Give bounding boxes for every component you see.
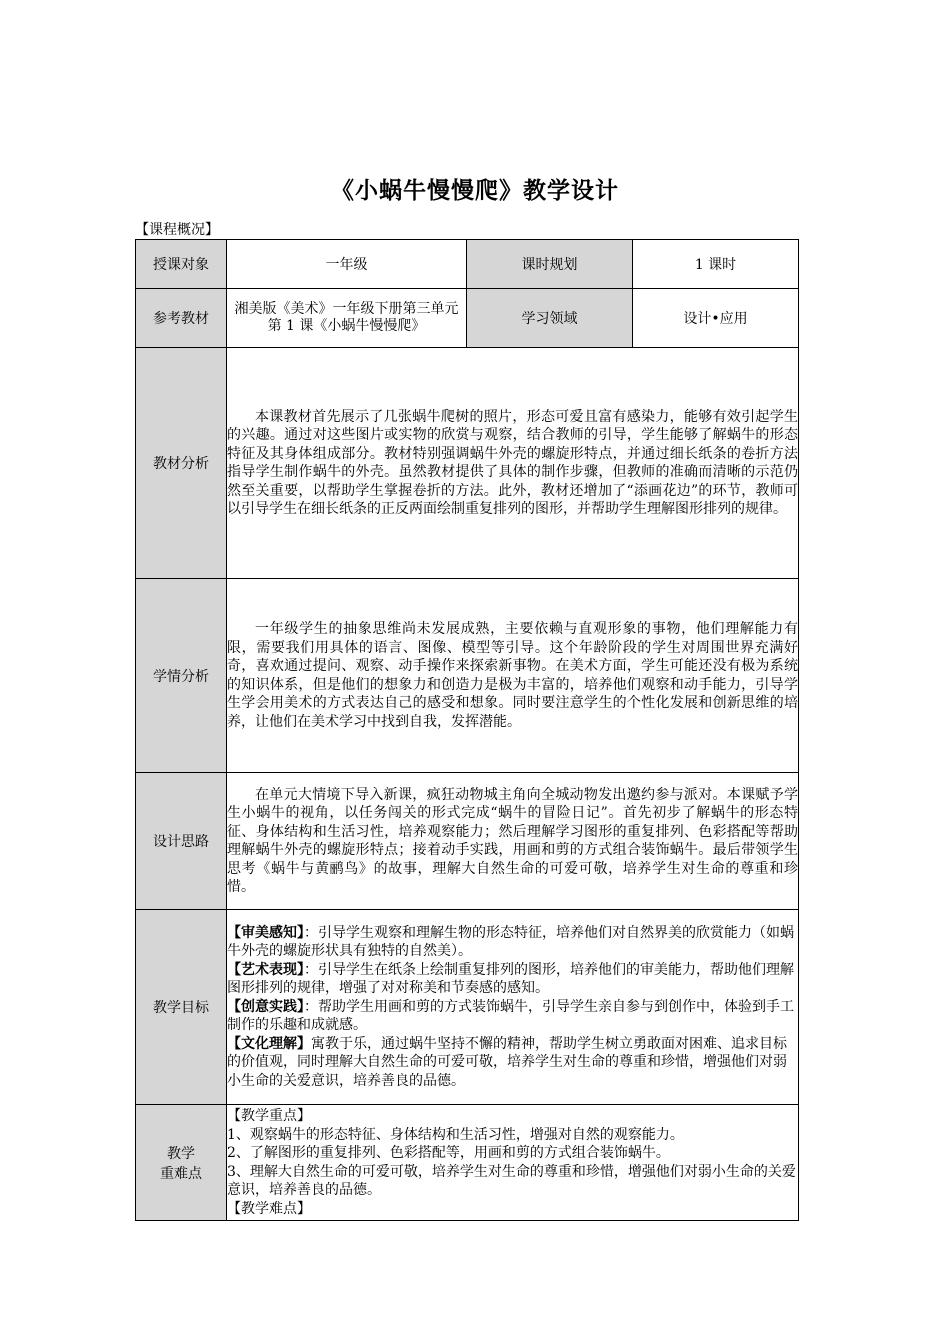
label-key-difficult: 教学 重难点 bbox=[136, 1105, 227, 1221]
value-audience: 一年级 bbox=[227, 240, 467, 289]
key-point-line: 3、理解大自然生命的可爱可敬，培养学生对生命的尊重和珍惜，增强他们对弱小生命的关爱意识，培养善良的品德。 bbox=[227, 1163, 796, 1198]
section-label: 【课程概况】 bbox=[135, 222, 219, 238]
row-material-analysis bbox=[136, 348, 799, 579]
label-period: 课时规划 bbox=[467, 240, 633, 289]
goal-item: 【审美感知】：引导学生观察和理解生物的形态特征，培养他们对自然界美的欣赏能力（如蜗牛外壳的螺旋形状具有独特的自然美）。 bbox=[227, 924, 794, 960]
goal-item: 【创意实践】：帮助学生用画和剪的方式装饰蜗牛，引导学生亲自参与到创作中，体验到手工制作的乐趣和成就感。 bbox=[227, 998, 794, 1034]
text-design-idea: 在单元大情境下导入新课，疯狂动物城主角向全城动物发出邀约参与派对。本课赋予学生小蜗牛的视角，以任务闯关的形式完成“蜗牛的冒险日记”。首先初步了解蜗牛的形态特征、身体结构和生活习性，培养观察能力；然后理解学习图形的重复排列、色彩搭配等帮助理解蜗牛外壳的螺旋形特点；接着动手实践，用画和剪的方式组合装饰蜗牛。最后带领学生思考《蜗牛与黄鹂鸟》的故事，理解大自然生命的可爱可敬，培养学生对生命的尊重和珍惜。 bbox=[227, 786, 798, 895]
course-overview-table bbox=[135, 239, 799, 1221]
value-textbook: 湘美版《美术》一年级下册第三单元第 1 课《小蜗牛慢慢爬》 bbox=[234, 301, 459, 334]
row-teaching-goals bbox=[136, 910, 799, 1105]
label-teaching-goals: 教学目标 bbox=[136, 910, 227, 1105]
label-material-analysis: 教材分析 bbox=[136, 348, 227, 579]
text-student-analysis: 一年级学生的抽象思维尚未发展成熟，主要依赖与直观形象的事物，他们理解能力有限，需要我们用具体的语言、图像、模型等引导。这个年龄阶段的学生对周围世界充满好奇，喜欢通过提问、观察、动手操作来探索新事物。在美术方面，学生可能还没有极为系统的知识体系，但是他们的想象力和创造力是极为丰富的，培养他们观察和动手能力，引导学生学会用美术的方式表达自己的感受和想象。同时要注意学生的个性化发展和创新思维的培养，让他们在美术学习中找到自我，发挥潜能。 bbox=[227, 621, 798, 730]
page-title: 《小蜗牛慢慢爬》教学设计 bbox=[331, 178, 619, 204]
key-point-line: 【教学重点】 bbox=[227, 1108, 311, 1124]
goal-item: 【艺术表现】：引导学生在纸条上绘制重复排列的图形，培养他们的审美能力，帮助他们理解图形排列的规律，增强了对对称美和节奏感的感知。 bbox=[227, 961, 794, 997]
goal-item: 【文化理解】寓教于乐，通过蜗牛坚持不懈的精神，帮助学生树立勇敢面对困难、追求目标的价值观，同时理解大自然生命的可爱可敬，培养学生对生命的尊重和珍惜，增强他们对弱小生命的关爱意识，培养善良的品德。 bbox=[227, 1035, 787, 1089]
key-point-line: 【教学难点】 bbox=[227, 1200, 311, 1217]
key-point-line: 2、了解图形的重复排列、色彩搭配等，用画和剪的方式组合装饰蜗牛。 bbox=[227, 1145, 670, 1161]
row-key-difficult bbox=[136, 1105, 799, 1221]
label-student-analysis: 学情分析 bbox=[136, 579, 227, 773]
row-textbook bbox=[136, 289, 799, 348]
label-textbook: 参考教材 bbox=[136, 289, 227, 348]
value-domain: 设计•应用 bbox=[633, 289, 799, 348]
key-point-line: 1、观察蜗牛的形态特征、身体结构和生活习性，增强对自然的观察能力。 bbox=[227, 1126, 684, 1143]
row-audience bbox=[136, 240, 799, 289]
label-audience: 授课对象 bbox=[136, 240, 227, 289]
row-student-analysis bbox=[136, 579, 799, 773]
text-material-analysis: 本课教材首先展示了几张蜗牛爬树的照片，形态可爱且富有感染力，能够有效引起学生的兴趣。通过对这些图片或实物的欣赏与观察，结合教师的引导，学生能够了解蜗牛的形态特征及其身体组成部分。教材特别强调蜗牛外壳的螺旋形特点，并通过细长纸条的卷折方法指导学生制作蜗牛的外壳。虽然教材提供了具体的制作步骤，但教师的准确而清晰的示范仍然至关重要，以帮助学生掌握卷折的方法。此外，教材还增加了“添画花边”的环节，教师可以引导学生在细长纸条的正反两面绘制重复排列的图形，并帮助学生理解图形排列的规律。 bbox=[227, 408, 798, 517]
label-domain: 学习领域 bbox=[467, 289, 633, 348]
label-design-idea: 设计思路 bbox=[136, 773, 227, 910]
value-period: 1 课时 bbox=[633, 240, 799, 289]
row-design-idea bbox=[136, 773, 799, 910]
